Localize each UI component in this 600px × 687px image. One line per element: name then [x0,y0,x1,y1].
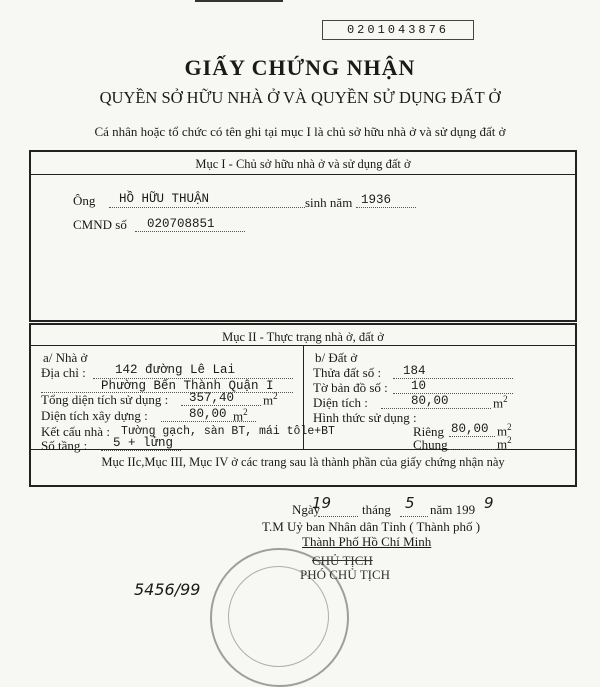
date-year-label: năm 199 [430,502,476,517]
total-area-label: Tổng diện tích sử dụng : [41,392,169,407]
birth-label: sinh năm [305,195,353,210]
page-title: GIẤY CHỨNG NHẬN [184,55,416,80]
built-area: 80,00 [189,407,227,421]
shared-label: Chung [413,437,448,452]
floors-label: Số tầng : [41,438,88,453]
shared-line [449,437,495,450]
date-month: 5 [405,494,415,512]
land-area: 80,00 [411,394,449,408]
birth-year: 1936 [361,193,392,207]
authority-line1: T.M Uỷ ban Nhân dân Tỉnh ( Thành phố ) [262,519,481,534]
section-owner [29,150,577,322]
record-number: 5456/99 [134,580,201,599]
section-property [29,323,577,487]
date-day: 19 [312,494,332,512]
id-label: CMND số [73,217,127,232]
authority-line2: Thành Phố Hồ Chí Minh [302,534,432,549]
shared-area-unit: $m^2$ [497,435,512,452]
date-month-label: tháng [362,502,391,517]
use-form-label: Hình thức sử dụng : [313,410,417,425]
built-area-label: Diện tích xây dựng : [41,408,148,423]
built-area-unit: $m^2$ [233,407,248,424]
owner-prefix: Ông [73,193,96,208]
private-area: 80,00 [451,422,489,436]
section-owner-heading: Mục I - Chủ sở hữu nhà ở và sử dụng đất ở [195,157,411,171]
land-area-unit: $m^2$ [493,394,508,411]
chairman-title: CHỦ TỊCH [312,553,373,568]
structure-value: Tường gạch, sàn BT, mái tôle+BT [121,425,335,438]
structure-label: Kết cấu nhà : [41,424,110,439]
address-ward: Phường Bến Thành Quận I [101,379,274,393]
date-year-digit: 9 [484,494,494,512]
section-divider [31,174,575,175]
top-rule [195,0,283,2]
section-property-heading: Mục II - Thực trạng nhà ở, đất ở [222,330,384,344]
plot-number: 184 [403,364,426,378]
land-area-label: Diện tích : [313,395,368,410]
address-street: 142 đường Lê Lai [115,363,236,377]
land-heading: b/ Đất ở [315,350,358,365]
page-subtitle: QUYỀN SỞ HỮU NHÀ Ở VÀ QUYỀN SỬ DỤNG ĐẤT Ở [99,88,501,107]
map-label: Tờ bản đồ số : [313,380,388,395]
floors-value: 5 + lửng [113,436,174,450]
total-area-unit: $m^2$ [263,391,278,408]
serial-number: 0201043876 [322,20,474,40]
id-number: 020708851 [147,217,215,231]
total-area: 357,40 [189,391,235,405]
section-footer-note: Mục IIc,Mục III, Mục IV ở các trang sau là thành phần của giấy chứng nhận này [101,455,505,469]
private-label: Riêng [413,424,445,439]
map-number: 10 [411,379,427,393]
date-day-label: Ngày [292,502,321,517]
ownership-note: Cá nhân hoặc tổ chức có tên ghi tại mục I là chủ sở hữu nhà ở và sử dụng đất ở [94,124,506,139]
private-area-unit: $m^2$ [497,422,512,439]
owner-name: HỒ HỮU THUẬN [119,192,210,206]
address-label: Địa chỉ : [41,365,86,380]
house-heading: a/ Nhà ở [43,350,88,365]
vice-chairman-title: PHÓ CHỦ TỊCH [300,567,391,582]
plot-label: Thửa đất số : [313,365,382,380]
